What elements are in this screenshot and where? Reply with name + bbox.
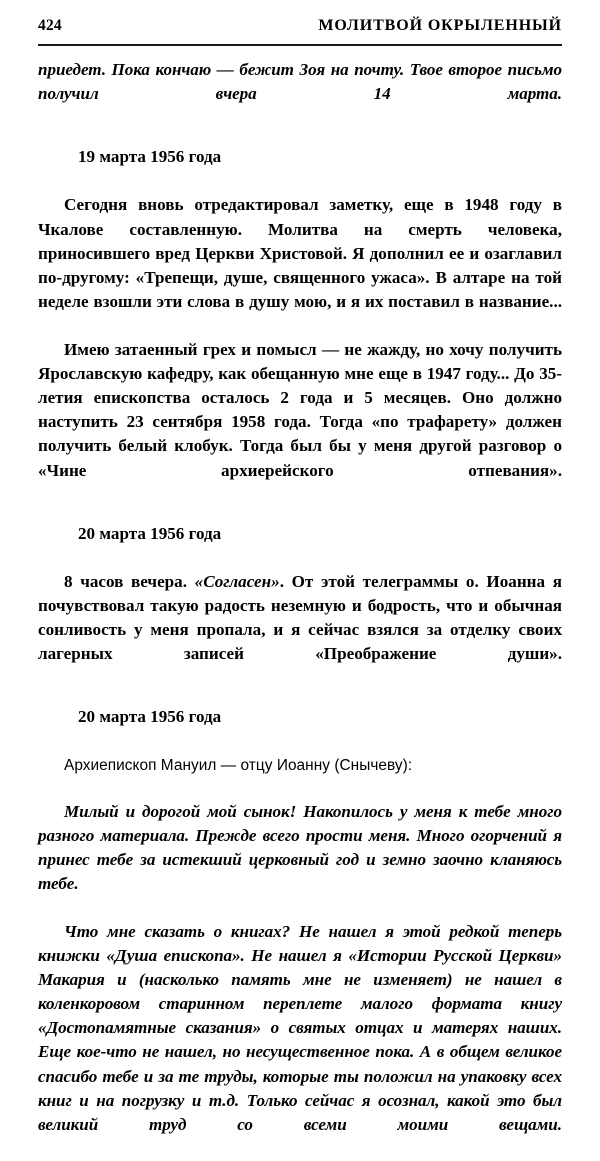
diary-date-heading: 20 марта 1956 года: [78, 523, 222, 543]
running-head-title: МОЛИТВОЙ ОКРЫЛЕННЫЙ: [318, 17, 562, 34]
quoted-telegram-word: «Согласен»: [194, 571, 280, 591]
running-head: [38, 18, 562, 34]
page-text-block: [38, 58, 562, 1161]
continued-paragraph: приедет. Пока кончаю — бежит Зоя на почту. Твое второе письмо получил вчера 14 марта.: [38, 60, 562, 104]
diary-paragraph: [38, 570, 562, 690]
diary-paragraph-lead: 8 часов вечера.: [64, 571, 195, 591]
header-rule-divider: [38, 44, 562, 46]
diary-paragraph: Имею затаенный грех и помысл — не жажду, но хочу получить Ярославскую кафедру, как обещанную мне еще в 1947 году... До 35-летия епископства осталось 2 года и 5 месяцев. Оно должно наступить 23 сентября 1958 года. Тогда «по трафарету» должен получить белый клобук. Тогда был бы у меня другой разговор о «Чине архиерейского отпевания».: [38, 340, 562, 480]
diary-paragraph: Сегодня вновь отредактировал заметку, еще в 1948 году в Чкалове составленную. Молитва на смерть человека, приносившего вред Церкви Христовой. Я дополнил ее и озаглавил по-другому: «Трепещи, душе, священного ужаса». В алтаре на той неделе взошли эти слова в душу мою, и я их поставил в название...: [38, 195, 562, 311]
page-number: 424: [38, 17, 62, 34]
letter-paragraph: Что мне сказать о книгах? Не нашел я этой редкой теперь книжки «Душа епископа». Не нашел я «Истории Русской Церкви» Макария и (насколько память мне не изменяет) не нашел в коленкоровом старинном переплете малого формата книгу «Достопамятные сказания» о святых отцах и матерях наших. Еще кое-что не нашел, но несущественное пока. А в общем великое спасибо тебе и за те труды, которые ты положил на упаковку всех книг и на погрузку и т.д. Только сейчас я осознал, какой это был великий труд со всеми моими вещами.: [38, 922, 562, 1134]
diary-date-heading: 19 марта 1956 года: [78, 147, 222, 167]
diary-paragraph-rest: . От этой телеграммы о. Иоанна я почувствовал такую радость неземную и бодрость, что и обычная сонливость у меня пропала, и я сейчас взялся за отделку своих лагерных записей «Преображение души».: [38, 571, 562, 664]
diary-date-heading: 20 марта 1956 года: [78, 707, 222, 727]
letter-attribution-line: Архиепископ Мануил — отцу Иоанну (Снычеву):: [64, 756, 413, 774]
letter-paragraph: Милый и дорогой мой сынок! Накопилось у меня к тебе много разного материала. Прежде всего прости меня. Много огорчений я принес тебе за истекший церковный год и земно заочно кланяюсь тебе.: [38, 801, 562, 893]
